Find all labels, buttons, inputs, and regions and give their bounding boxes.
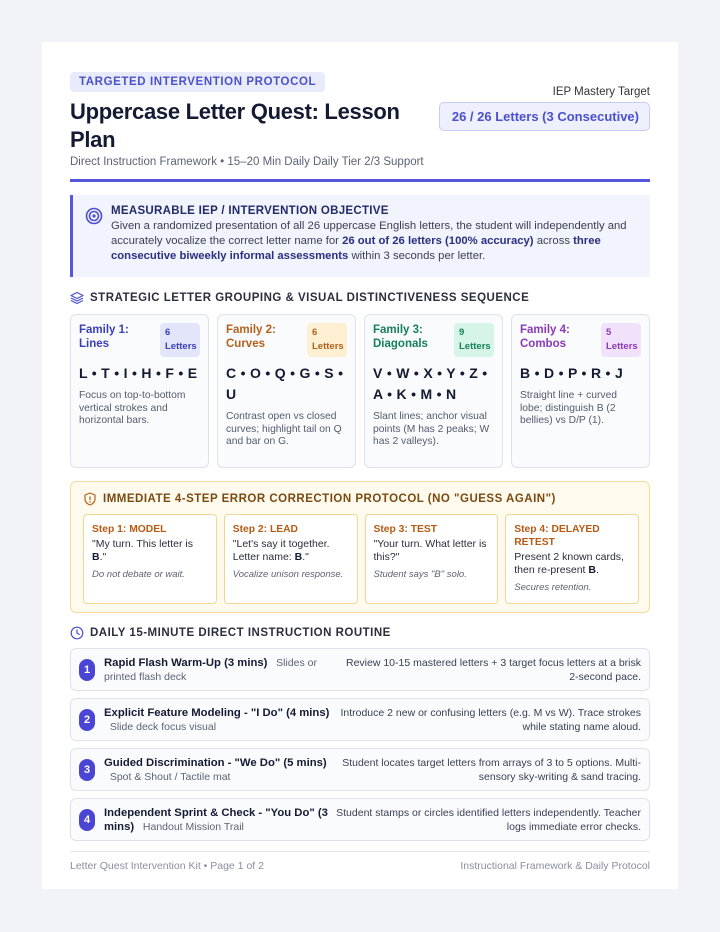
header-divider — [70, 179, 650, 182]
family-letters: B • D • P • R • J — [520, 365, 624, 381]
correction-step-3 — [365, 514, 499, 604]
step-script — [92, 538, 208, 564]
family-count-badge: 6 Letters — [307, 323, 347, 357]
footer-divider — [70, 851, 650, 852]
grouping-heading — [70, 291, 650, 305]
routine-step-detail: Review 10-15 mastered letters + 3 target focus letters at a brisk 2-second pace. — [345, 656, 641, 683]
family-card-1 — [70, 314, 209, 468]
document-page — [42, 42, 678, 889]
step-target-letter: B — [294, 551, 303, 563]
step-script-part: ." — [99, 551, 107, 563]
step-script-part: "Let's say it together. Letter name: — [232, 538, 330, 563]
routine-step-material: Spot & Shout / Tactile mat — [109, 770, 231, 783]
routine-step-title: Independent Sprint & Check - "You Do" (3 mins) — [104, 806, 328, 833]
step-note: Do not debate or wait. — [92, 569, 185, 580]
objective-callout — [70, 195, 650, 277]
step-note: Student says "B" solo. — [373, 569, 467, 580]
step-script-part: ." — [302, 551, 309, 563]
routine-step-material: Slides or printed flash deck — [104, 656, 318, 683]
step-title: Step 3: TEST — [373, 524, 438, 535]
step-note: Secures retention. — [514, 582, 592, 593]
objective-accuracy: 26 out of 26 letters (100% accuracy) — [342, 235, 534, 247]
routine-step-title: Explicit Feature Modeling - "I Do" (4 mins) — [104, 706, 330, 719]
family-description: Focus on top-to-bottom vertical strokes and horizontal bars. — [79, 390, 186, 426]
correction-step-1 — [83, 514, 217, 604]
routine-step-detail: Introduce 2 new or confusing letters (e.g. M vs W). Trace strokes while stating name aloud. — [340, 706, 641, 733]
correction-steps — [83, 514, 639, 604]
objective-title: MEASURABLE IEP / INTERVENTION OBJECTIVE — [111, 205, 389, 217]
family-name: Family 3: Diagonals — [373, 324, 428, 350]
error-correction-heading-text: IMMEDIATE 4-STEP ERROR CORRECTION PROTOCOL (NO "GUESS AGAIN") — [103, 493, 556, 505]
routine-step-title: Rapid Flash Warm-Up (3 mins) — [104, 656, 268, 669]
page-subtitle: Direct Instruction Framework • 15–20 Min Daily Daily Tier 2/3 Support — [70, 156, 424, 168]
step-note: Vocalize unison response. — [232, 569, 344, 580]
mastery-label: IEP Mastery Target — [552, 86, 650, 98]
family-letters: C • O • Q • G • S • U — [226, 365, 344, 402]
correction-step-4 — [505, 514, 639, 604]
routine-step-number: 4 — [79, 809, 95, 831]
footer-left: Letter Quest Intervention Kit • Page 1 of 2 — [70, 860, 264, 872]
routine-heading — [70, 626, 650, 640]
family-name: Family 2: Curves — [226, 324, 276, 350]
routine-step-summary — [104, 806, 332, 834]
family-letters: L • T • I • H • F • E — [79, 365, 198, 381]
step-title: Step 4: DELAYED RETEST — [514, 524, 600, 548]
routine-step-detail: Student stamps or circles identified letters independently. Teacher logs immediate error checks. — [336, 806, 641, 833]
footer-right: Instructional Framework & Daily Protocol — [460, 860, 650, 872]
routine-step-summary — [104, 656, 332, 684]
page-content — [70, 72, 650, 872]
family-cards — [70, 314, 650, 468]
family-card-4 — [511, 314, 650, 468]
family-description: Straight line + curved lobe; distinguish B (2 bellies) vs D/P (1). — [520, 390, 618, 426]
family-description: Slant lines; anchor visual points (M has 2 peaks; W has 2 valleys). — [373, 411, 490, 447]
mastery-target — [439, 86, 650, 131]
routine-step-detail: Student locates target letters from arrays of 3 to 5 options. Multi-sensory sky-writing & sand tracing. — [342, 756, 641, 783]
page-footer — [70, 860, 650, 872]
family-count-badge: 6 Letters — [160, 323, 200, 357]
objective-text-part: within 3 seconds per letter. — [348, 250, 486, 262]
routine-item-3 — [70, 748, 650, 791]
step-title: Step 2: LEAD — [232, 524, 298, 535]
family-count-badge: 9 Letters — [454, 323, 494, 357]
step-script-part: Present 2 known cards, then re-present — [514, 551, 624, 576]
family-description: Contrast open vs closed curves; highlight tail on Q and bar on G. — [226, 411, 342, 447]
step-script — [514, 551, 630, 577]
error-correction-heading — [83, 492, 639, 506]
routine-item-2 — [70, 698, 650, 741]
error-correction-panel — [70, 481, 650, 613]
routine-step-summary — [104, 756, 332, 784]
routine-step-number: 1 — [79, 659, 95, 681]
clock-icon — [70, 626, 84, 640]
shield-icon — [83, 492, 97, 506]
step-target-letter: B — [92, 551, 100, 563]
routine-step-summary — [104, 706, 332, 734]
step-target-letter: B — [588, 564, 596, 576]
objective-text-part: across — [533, 235, 574, 247]
target-icon — [85, 207, 103, 225]
family-card-3 — [364, 314, 503, 468]
eyebrow-badge: TARGETED INTERVENTION PROTOCOL — [70, 72, 325, 92]
step-script — [374, 538, 490, 564]
step-script-part: "My turn. This letter is — [92, 538, 193, 550]
routine-item-1 — [70, 648, 650, 691]
routine-step-number: 3 — [79, 759, 95, 781]
family-card-2 — [217, 314, 356, 468]
page-title: Uppercase Letter Quest: Lesson Plan — [70, 99, 400, 152]
family-count-badge: 5 Letters — [601, 323, 641, 357]
objective-assessments: three consecutive biweekly informal assessments — [111, 235, 601, 262]
step-title: Step 1: MODEL — [92, 524, 167, 535]
step-script-part: "Your turn. What letter is this?" — [373, 538, 487, 563]
family-name: Family 1: Lines — [79, 324, 129, 350]
step-script-part: . — [595, 564, 599, 576]
routine-heading-text: DAILY 15-MINUTE DIRECT INSTRUCTION ROUTINE — [90, 627, 391, 639]
objective-text-part: Given a randomized presentation of all 26 uppercase English letters, the student will independently and accurately vocalize the correct letter name for — [111, 220, 627, 247]
family-name: Family 4: Combos — [520, 324, 570, 350]
objective-text — [111, 219, 638, 264]
routine-step-material: Handout Mission Trail — [142, 820, 244, 833]
correction-step-2 — [224, 514, 358, 604]
routine-step-title: Guided Discrimination - "We Do" (5 mins) — [104, 756, 327, 769]
family-letters: V • W • X • Y • Z • A • K • M • N — [373, 365, 488, 402]
routine-step-material: Slide deck focus visual — [109, 720, 217, 733]
grouping-heading-text: STRATEGIC LETTER GROUPING & VISUAL DISTINCTIVENESS SEQUENCE — [90, 292, 530, 304]
header — [70, 72, 650, 168]
mastery-value: 26 / 26 Letters (3 Consecutive) — [439, 102, 650, 131]
step-script — [233, 538, 349, 564]
routine-list — [70, 648, 650, 841]
routine-step-number: 2 — [79, 709, 95, 731]
layers-icon — [70, 291, 84, 305]
routine-item-4 — [70, 798, 650, 841]
